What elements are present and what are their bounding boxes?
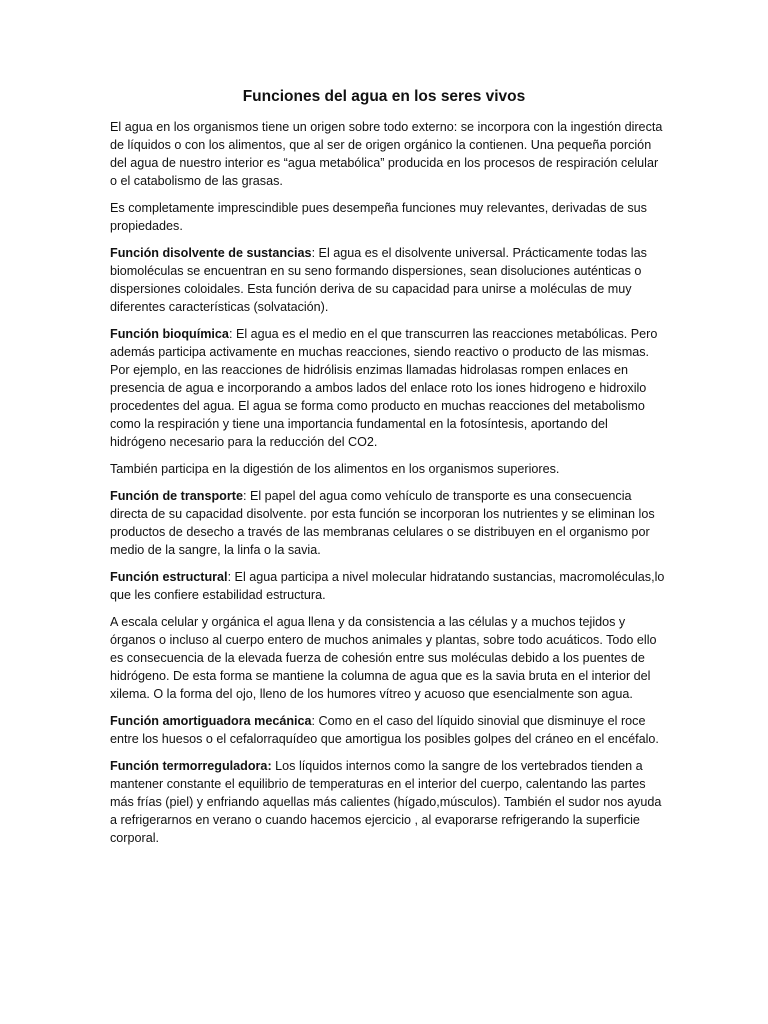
paragraph-term: Función bioquímica: [110, 327, 229, 341]
paragraph-solvent-function: [110, 244, 666, 316]
paragraph-mechanical-damping-function: [110, 712, 666, 748]
paragraph-term: Función estructural: [110, 570, 228, 584]
paragraph-cellular-scale: [110, 613, 666, 703]
paragraph-text: : Como en el caso del líquido sinovial que disminuye el roce entre los huesos o el cefalorraquídeo que amortigua los posibles golpes del cráneo en el encéfalo.: [110, 714, 659, 746]
paragraph-text: : El agua participa a nivel molecular hidratando sustancias, macromoléculas,lo que les confiere estabilidad estructura.: [110, 570, 665, 602]
paragraph-text: El agua en los organismos tiene un origen sobre todo externo: se incorpora con la ingestión directa de líquidos o con los alimentos, que al ser de origen orgánico la contienen. Una pequeña porción del agua de nuestro interior es “agua metabólica” producida en los procesos de respiración celular o el catabolismo de las grasas.: [110, 120, 663, 188]
paragraph-transport-function: [110, 487, 666, 559]
paragraph-term: Función disolvente de sustancias: [110, 246, 312, 260]
paragraph-text: Es completamente imprescindible pues desempeña funciones muy relevantes, derivadas de sus propiedades.: [110, 201, 647, 233]
paragraph-text: : El papel del agua como vehículo de transporte es una consecuencia directa de su capacidad disolvente. por esta función se incorporan los nutrientes y se eliminan los productos de desecho a través de las membranas celulares o se distribuyen en el organismo por medio de la sangre, la linfa o la savia.: [110, 489, 655, 557]
paragraph-term: Función de transporte: [110, 489, 243, 503]
paragraph-thermoregulatory-function: [110, 757, 666, 847]
paragraph-term: Función termorreguladora:: [110, 759, 272, 773]
paragraph-intro: [110, 118, 666, 190]
paragraph-digestion: [110, 460, 666, 478]
document-body: [110, 118, 666, 856]
paragraph-text: : El agua es el medio en el que transcurren las reacciones metabólicas. Pero además participa activamente en muchas reacciones, siendo reactivo o producto de las mismas. Por ejemplo, en las reacciones de hidrólisis enzimas llamadas hidrolasas rompen enlaces en presencia de agua e incorporando a ambos lados del enlace roto los iones hidrogeno e hidroxilo procedentes del agua. El agua se forma como producto en muchas reacciones del metabolismo como la respiración y tiene una importancia fundamental en la fotosíntesis, aportando del hidrógeno necesario para la reducción del CO2.: [110, 327, 658, 449]
paragraph-structural-function: [110, 568, 666, 604]
paragraph-term: Función amortiguadora mecánica: [110, 714, 312, 728]
paragraph-text: : El agua es el disolvente universal. Prácticamente todas las biomoléculas se encuentran en su seno formando dispersiones, sean disoluciones auténticas o dispersiones coloidales. Esta función deriva de su capacidad para unirse a moléculas de muy diferentes características (solvatación).: [110, 246, 647, 314]
paragraph-text: A escala celular y orgánica el agua llena y da consistencia a las células y a muchos tejidos y órganos o incluso al cuerpo entero de muchos animales y plantas, sobre todo acuáticos. Todo ello es consecuencia de la elevada fuerza de cohesión entre sus moléculas debido a los puentes de hidrógeno. De esta forma se mantiene la columna de agua que es la savia bruta en el interior del xilema. O la forma del ojo, lleno de los humores vítreo y acuoso que esencialmente son agua.: [110, 615, 657, 701]
paragraph-biochemical-function: [110, 325, 666, 451]
paragraph-importance: [110, 199, 666, 235]
paragraph-text: Los líquidos internos como la sangre de los vertebrados tienden a mantener constante el equilibrio de temperaturas en el interior del cuerpo, calentando las partes más frías (piel) y enfriando aquellas más calientes (hígado,músculos). También el sudor nos ayuda a refrigerarnos en verano o cuando hacemos ejercicio , al evaporarse refrigerando la superficie corporal.: [110, 759, 662, 845]
paragraph-text: También participa en la digestión de los alimentos en los organismos superiores.: [110, 462, 560, 476]
page-title: Funciones del agua en los seres vivos: [242, 88, 526, 105]
